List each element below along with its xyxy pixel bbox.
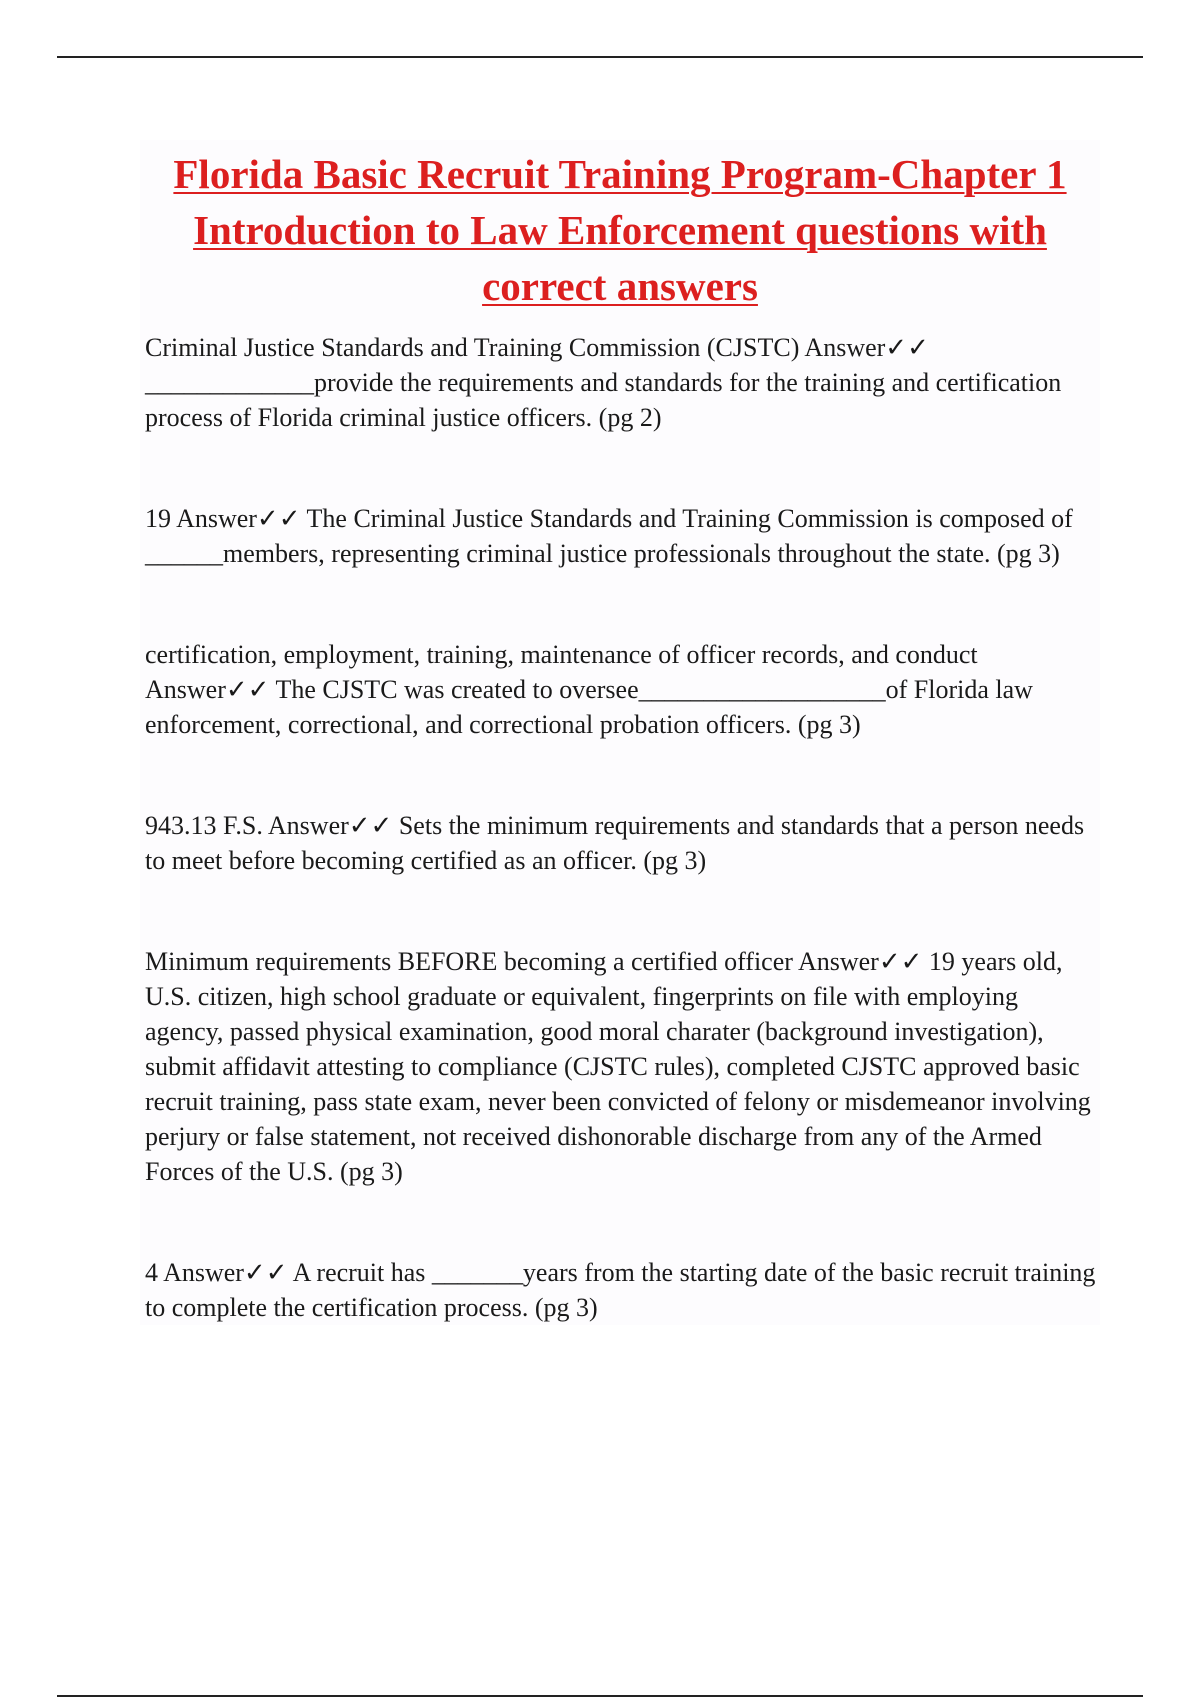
qa-entry-5: Minimum requirements BEFORE becoming a certified officer Answer✓✓ 19 years old, U.S. citizen, high school graduate or equivalent, fingerprints on file with employing agency, passed physical examination, good moral charater (background investigation), submit affidavit attesting to compliance (CJSTC rules), completed CJSTC approved basic recruit training, pass state exam, never been convicted of felony or misdemeanor involving perjury or false statement, not received dishonorable discharge from any of the Armed Forces of the U.S. (pg 3) (145, 947, 1098, 1186)
top-divider (57, 56, 1143, 58)
bottom-divider (57, 1695, 1143, 1697)
document-page (140, 140, 1100, 1325)
qa-list (140, 330, 1100, 1325)
qa-entry-3: certification, employment, training, maintenance of officer records, and conduct Answer✓✓ The CJSTC was created to oversee___________________of Florida law enforcement, correctional, and correctional probation officers. (pg 3) (145, 640, 1040, 739)
qa-entry-1: Criminal Justice Standards and Training Commission (CJSTC) Answer✓✓ _____________provide the requirements and standards for the training and certification process of Florida criminal justice officers. (pg 2) (145, 333, 1068, 432)
document-title: Florida Basic Recruit Training Program-Chapter 1 Introduction to Law Enforcement questions with correct answers (173, 151, 1067, 309)
qa-entry-2: 19 Answer✓✓ The Criminal Justice Standards and Training Commission is composed of ______members, representing criminal justice professionals throughout the state. (pg 3) (145, 504, 1080, 568)
qa-entry-4: 943.13 F.S. Answer✓✓ Sets the minimum requirements and standards that a person needs to meet before becoming certified as an officer. (pg 3) (145, 811, 1091, 875)
qa-entry-6: 4 Answer✓✓ A recruit has _______years from the starting date of the basic recruit training to complete the certification process. (pg 3) (145, 1258, 1102, 1322)
